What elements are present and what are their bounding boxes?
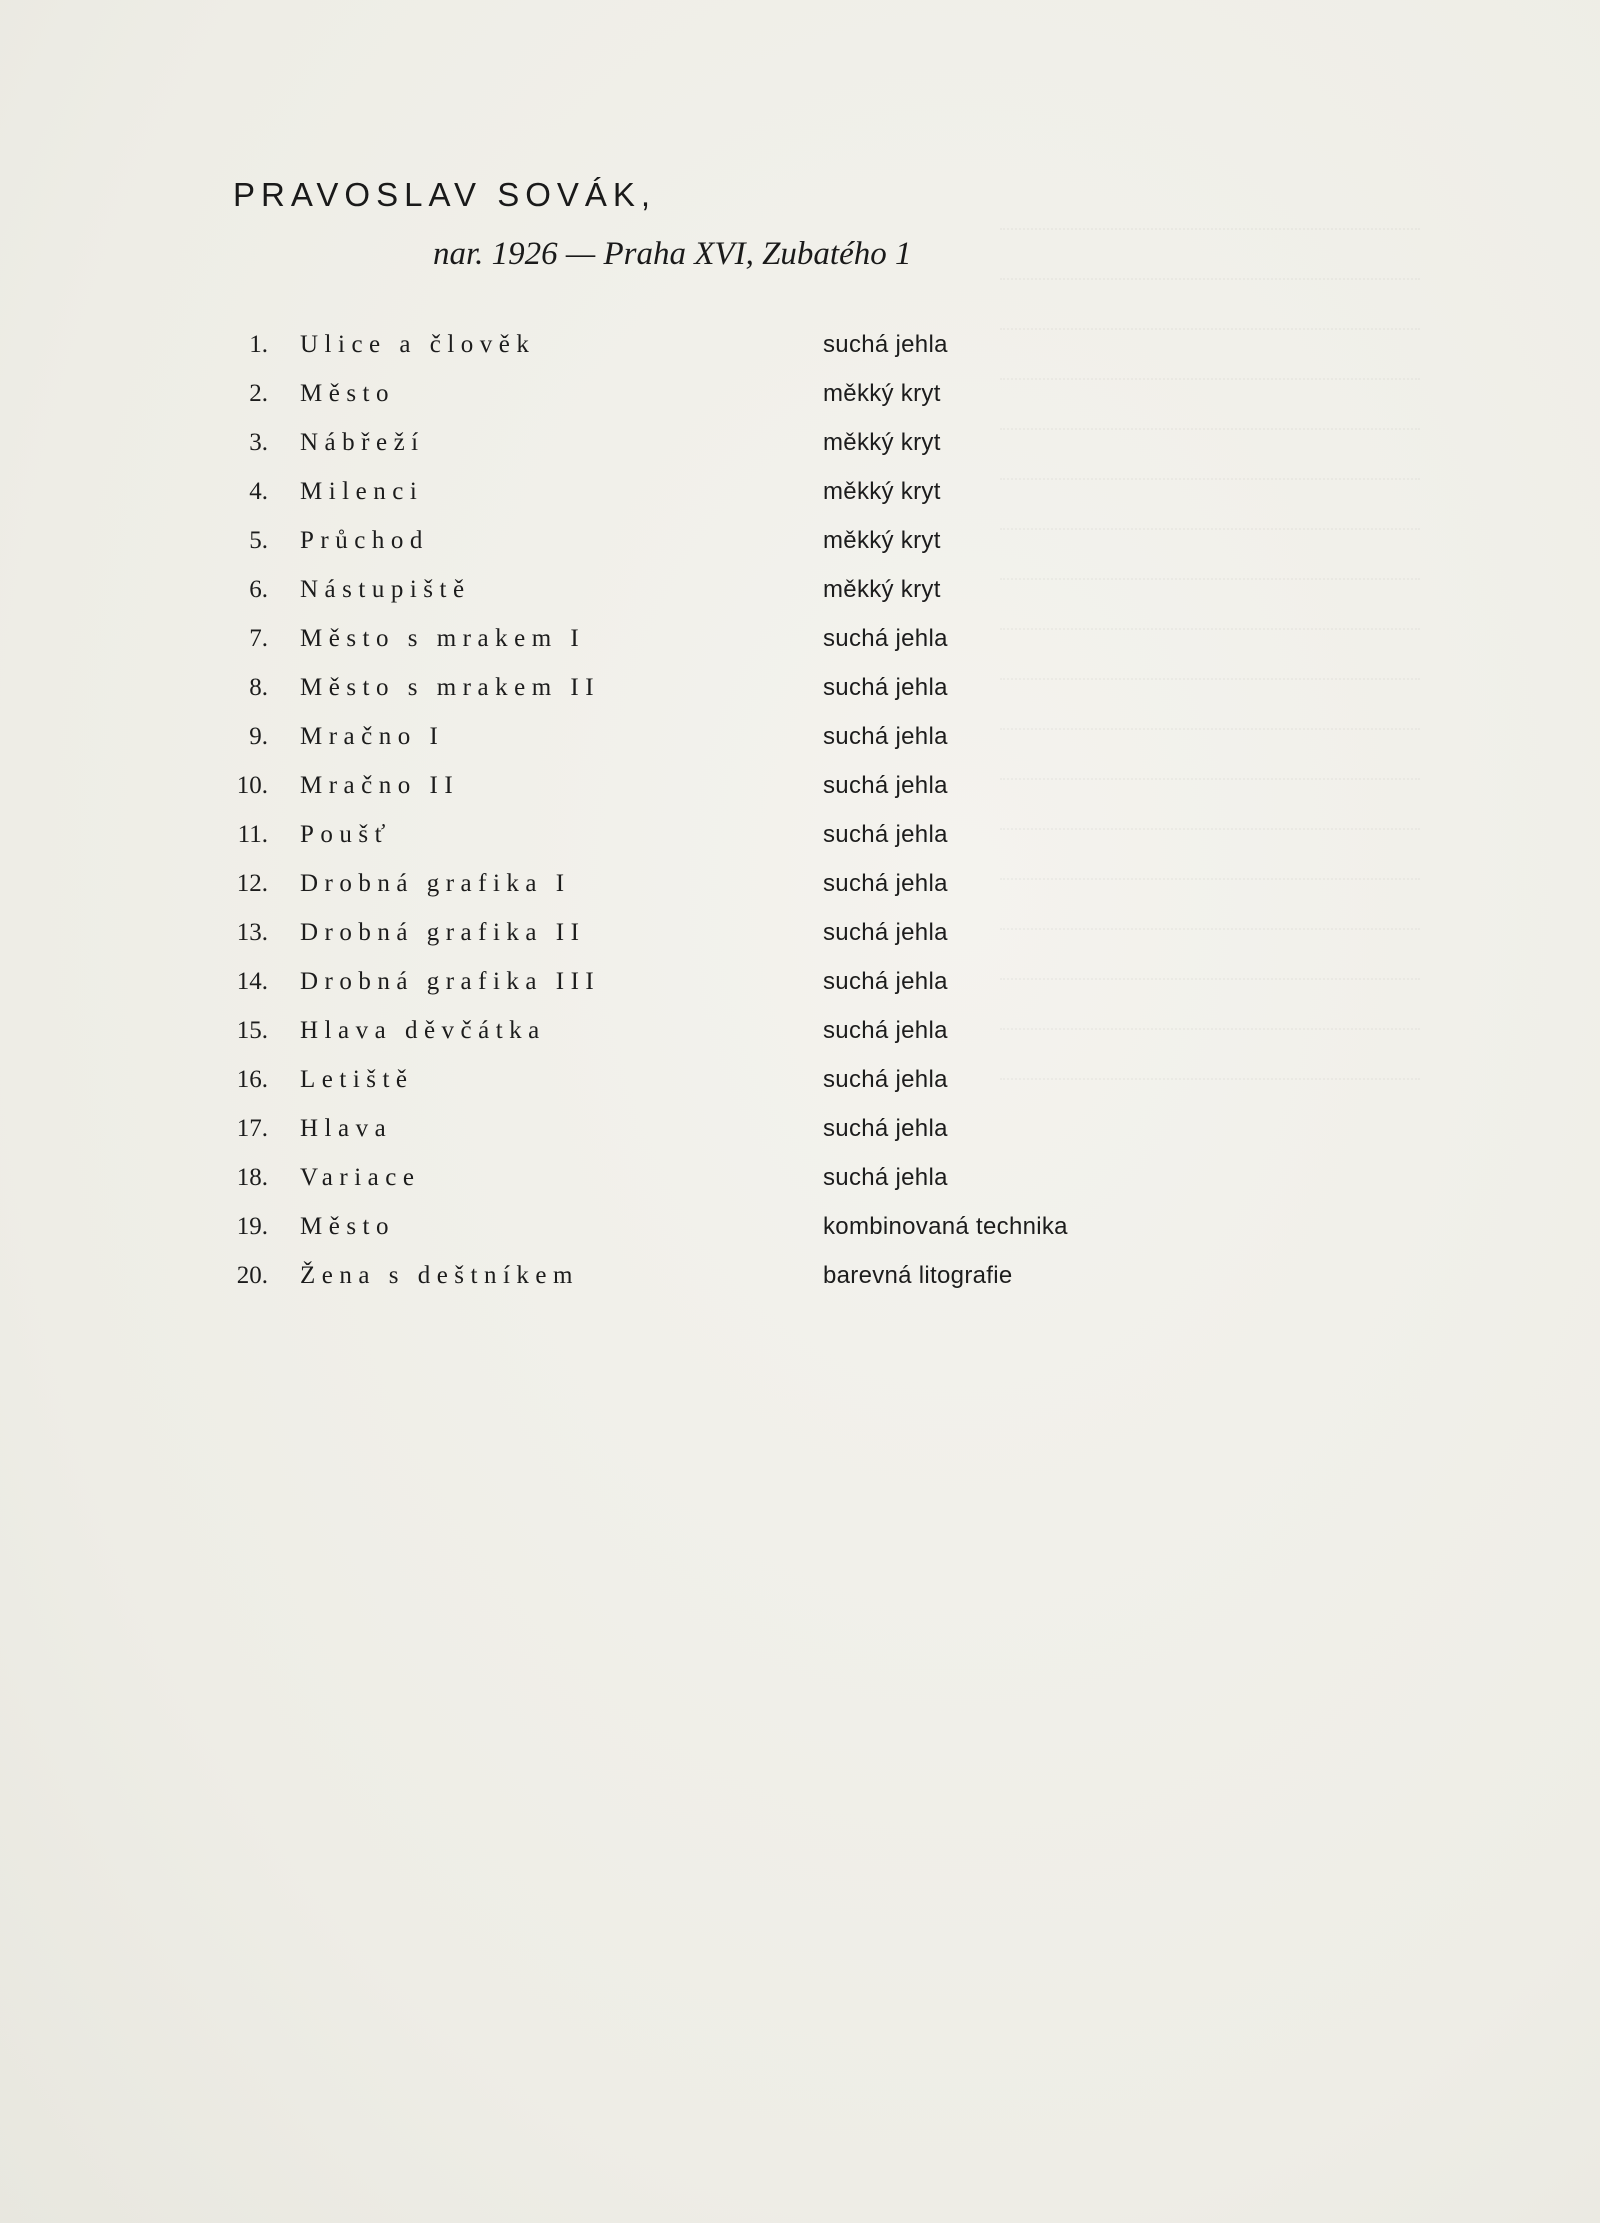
item-technique: suchá jehla xyxy=(823,870,948,897)
item-title: Poušť xyxy=(300,821,392,848)
list-item xyxy=(218,1256,1218,1305)
list-item xyxy=(218,864,1218,913)
item-number: 9. xyxy=(249,723,268,750)
item-number: 20. xyxy=(236,1262,268,1289)
item-title: Žena s deštníkem xyxy=(300,1262,579,1289)
item-title: Variace xyxy=(300,1164,421,1191)
item-number: 11. xyxy=(237,821,268,848)
item-title: Hlava xyxy=(300,1115,393,1142)
item-technique: měkký kryt xyxy=(823,527,941,554)
item-number: 10. xyxy=(236,772,268,799)
item-technique: suchá jehla xyxy=(823,723,948,750)
list-item xyxy=(218,1158,1218,1207)
list-item xyxy=(218,1109,1218,1158)
item-number: 15. xyxy=(236,1017,268,1044)
item-technique: měkký kryt xyxy=(823,478,941,505)
item-title: Město xyxy=(300,1213,395,1240)
item-technique: měkký kryt xyxy=(823,429,941,456)
item-title: Drobná grafika I xyxy=(300,870,571,897)
list-item xyxy=(218,913,1218,962)
item-technique: měkký kryt xyxy=(823,576,941,603)
item-title: Mračno II xyxy=(300,772,460,799)
item-number: 6. xyxy=(249,576,268,603)
item-title: Milenci xyxy=(300,478,424,505)
item-technique: suchá jehla xyxy=(823,625,948,652)
item-title: Drobná grafika II xyxy=(300,919,586,946)
list-item xyxy=(218,1060,1218,1109)
list-item xyxy=(218,815,1218,864)
works-list xyxy=(218,325,1218,1305)
item-technique: měkký kryt xyxy=(823,380,941,407)
item-technique: suchá jehla xyxy=(823,674,948,701)
list-item xyxy=(218,521,1218,570)
item-technique: suchá jehla xyxy=(823,1066,948,1093)
item-number: 4. xyxy=(249,478,268,505)
item-technique: suchá jehla xyxy=(823,919,948,946)
item-technique: barevná litografie xyxy=(823,1262,1013,1289)
item-title: Letiště xyxy=(300,1066,414,1093)
item-number: 19. xyxy=(236,1213,268,1240)
item-title: Ulice a člověk xyxy=(300,331,536,358)
list-item xyxy=(218,962,1218,1011)
item-technique: suchá jehla xyxy=(823,821,948,848)
list-item xyxy=(218,1011,1218,1060)
item-number: 3. xyxy=(249,429,268,456)
item-title: Město s mrakem II xyxy=(300,674,601,701)
item-title: Nábřeží xyxy=(300,429,425,456)
item-number: 1. xyxy=(249,331,268,358)
item-number: 12. xyxy=(236,870,268,897)
item-title: Drobná grafika III xyxy=(300,968,601,995)
artist-birth-address: nar. 1926 — Praha XVI, Zubatého 1 xyxy=(433,236,912,272)
list-item xyxy=(218,374,1218,423)
item-number: 5. xyxy=(249,527,268,554)
item-technique: suchá jehla xyxy=(823,968,948,995)
item-number: 7. xyxy=(249,625,268,652)
list-item xyxy=(218,717,1218,766)
item-number: 17. xyxy=(236,1115,268,1142)
item-technique: suchá jehla xyxy=(823,772,948,799)
item-title: Nástupiště xyxy=(300,576,471,603)
list-item xyxy=(218,766,1218,815)
list-item xyxy=(218,423,1218,472)
item-number: 18. xyxy=(236,1164,268,1191)
item-technique: kombinovaná technika xyxy=(823,1213,1068,1240)
list-item xyxy=(218,472,1218,521)
item-title: Mračno I xyxy=(300,723,445,750)
item-title: Město s mrakem I xyxy=(300,625,586,652)
item-title: Hlava děvčátka xyxy=(300,1017,546,1044)
item-technique: suchá jehla xyxy=(823,1115,948,1142)
list-item xyxy=(218,668,1218,717)
item-number: 16. xyxy=(236,1066,268,1093)
list-item xyxy=(218,619,1218,668)
item-title: Průchod xyxy=(300,527,429,554)
item-number: 13. xyxy=(236,919,268,946)
item-technique: suchá jehla xyxy=(823,331,948,358)
artist-name: PRAVOSLAV SOVÁK, xyxy=(233,176,657,213)
item-title: Město xyxy=(300,380,395,407)
list-item xyxy=(218,570,1218,619)
item-technique: suchá jehla xyxy=(823,1164,948,1191)
item-number: 8. xyxy=(249,674,268,701)
list-item xyxy=(218,325,1218,374)
item-number: 2. xyxy=(249,380,268,407)
item-technique: suchá jehla xyxy=(823,1017,948,1044)
list-item xyxy=(218,1207,1218,1256)
item-number: 14. xyxy=(236,968,268,995)
